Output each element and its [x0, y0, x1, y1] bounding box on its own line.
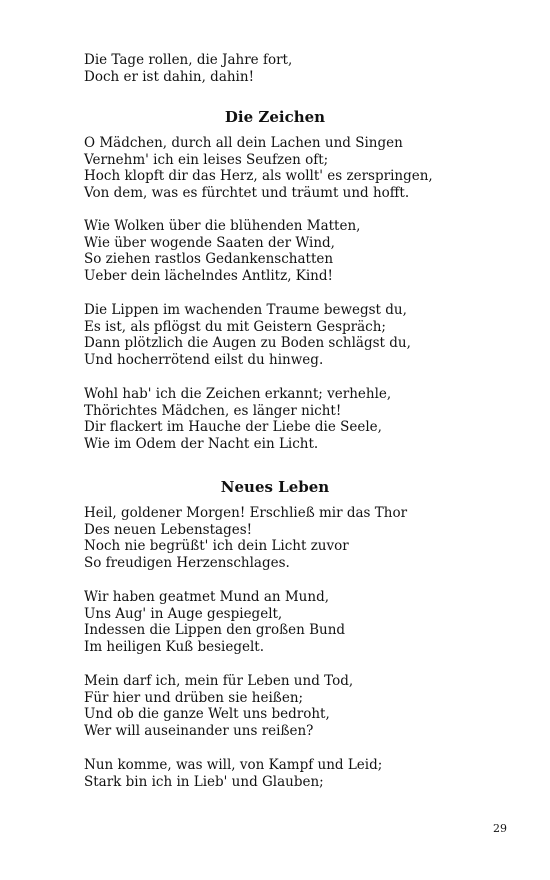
stanza: [84, 135, 484, 201]
verse-line: Mein darf ich, mein für Leben und Tod,: [84, 673, 354, 689]
stanza: [84, 302, 484, 368]
previous-poem-ending: [84, 52, 484, 85]
verse-line: Im heiligen Kuß besiegelt.: [84, 638, 265, 655]
verse-line: Dann plötzlich die Augen zu Boden schlägst du,: [84, 335, 411, 352]
stanza: [84, 757, 484, 790]
verse-line: Wohl hab' ich die Zeichen erkannt; verhehle,: [84, 386, 392, 402]
verse-line: Wie Wolken über die blühenden Matten,: [84, 218, 361, 234]
verse-line: Von dem, was es fürchtet und träumt und hofft.: [84, 184, 410, 201]
verse-line: Es ist, als pflögst du mit Geistern Gespräch;: [84, 318, 386, 335]
verse-line: Die Tage rollen, die Jahre fort,: [84, 52, 293, 68]
page-number: 29: [493, 822, 507, 835]
verse-line: Des neuen Lebenstages!: [84, 521, 253, 538]
verse-line: Dir flackert im Hauche der Liebe die Seele,: [84, 419, 382, 436]
verse-line: Hoch klopft dir das Herz, als wollt' es zerspringen,: [84, 168, 433, 185]
verse-line: Indessen die Lippen den großen Bund: [84, 622, 346, 639]
verse-line: Wir haben geatmet Mund an Mund,: [84, 589, 329, 605]
verse-line: Für hier und drüben sie heißen;: [84, 689, 304, 706]
stanza: [84, 673, 484, 739]
verse-line: Thörichtes Mädchen, es länger nicht!: [84, 402, 342, 419]
stanza: [84, 589, 484, 655]
verse-line: So freudigen Herzenschlages.: [84, 554, 290, 571]
verse-line: Uns Aug' in Auge gespiegelt,: [84, 605, 283, 622]
verse-line: Wie über wogende Saaten der Wind,: [84, 234, 335, 251]
verse-line: Stark bin ich in Lieb' und Glauben;: [84, 773, 324, 790]
verse-line: Wie im Odem der Nacht ein Licht.: [84, 435, 319, 452]
verse-line: Nun komme, was will, von Kampf und Leid;: [84, 757, 383, 773]
verse-line: Wer will auseinander uns reißen?: [84, 722, 314, 739]
stanza: [84, 218, 484, 284]
verse-line: So ziehen rastlos Gedankenschatten: [84, 251, 334, 268]
verse-line: O Mädchen, durch all dein Lachen und Singen: [84, 135, 403, 151]
verse-line: Und hocherrötend eilst du hinweg.: [84, 351, 324, 368]
verse-line: Heil, goldener Morgen! Erschließ mir das Thor: [84, 505, 408, 521]
stanza: [84, 505, 484, 571]
verse-line: Und ob die ganze Welt uns bedroht,: [84, 706, 330, 723]
verse-line: Noch nie begrüßt' ich dein Licht zuvor: [84, 538, 349, 555]
poem-title-neues-leben: Neues Leben: [220, 478, 330, 496]
verse-line: Vernehm' ich ein leises Seufzen oft;: [84, 151, 329, 168]
verse-line: Ueber dein lächelndes Antlitz, Kind!: [84, 267, 333, 284]
stanza: [84, 386, 484, 452]
verse-line: Die Lippen im wachenden Traume bewegst du,: [84, 302, 407, 318]
poem-title-die-zeichen: Die Zeichen: [224, 108, 326, 126]
verse-line: Doch er ist dahin, dahin!: [84, 68, 254, 85]
